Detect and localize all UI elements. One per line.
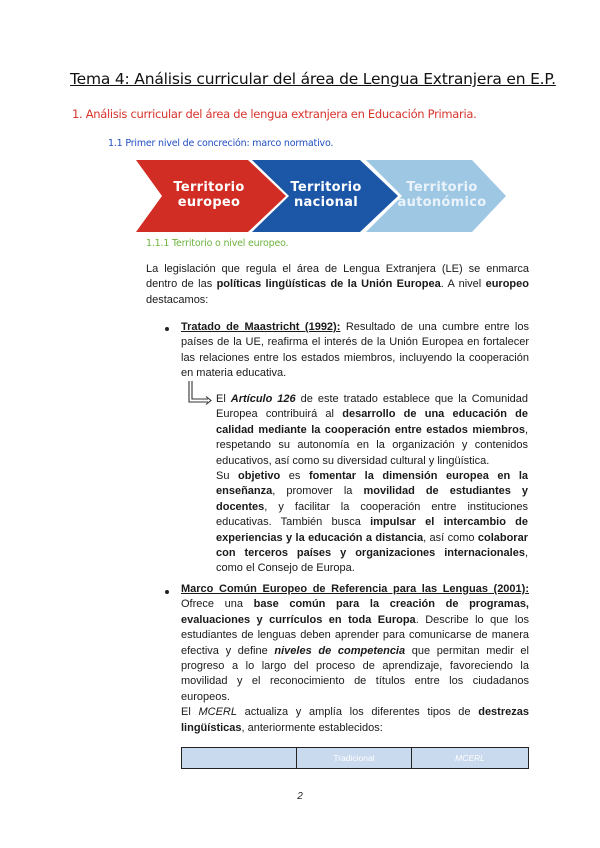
arrow-hook-icon: [186, 380, 214, 408]
article-126-paragraph: El Artículo 126 de este tratado establece que la Comunidad Europea contribuirá al desarrollo de una educación de calidad mediante la cooperación entre estados miembros, respetando su autonomía en la organización y contenidos educativos, así como su diversidad cultural y lingüística. Su objetivo es fomentar la dimensión europea en la enseñanza, promover la movilidad de estudiantes y docentes, y facilitar la cooperación entre instituciones educativas. También busca impulsar el intercambio de experiencias y la educación a distancia, así como colaborar con terceros países y organizaciones internacionales, como el Consejo de Europa.: [216, 393, 529, 575]
intro-paragraph: La legislación que regula el área de Lengua Extranjera (LE) se enmarca dentro de las políticas lingüísticas de la Unión Europea. A nivel europeo destacamos:: [146, 263, 529, 306]
section-heading: 1. Análisis curricular del área de lengua extranjera en Educación Primaria.: [72, 107, 477, 121]
bullet-point: [165, 327, 169, 331]
subsection-heading: 1.1 Primer nivel de concreción: marco normativo.: [108, 138, 334, 149]
maastricht-item: Tratado de Maastricht (1992): Resultado de una cumbre entre los países de la UE, reafirma el interés de la Unión Europea en fortalecer las relaciones entre los estados miembros, incluyendo la cooperación en materia educativa.: [181, 321, 529, 380]
mcerl-item: Marco Común Europeo de Referencia para las Lenguas (2001): Ofrece una base común para la creación de programas, evaluaciones y currículos en toda Europa. Describe lo que los estudiantes de lenguas deben aprender para comunicarse de manera efectiva y define niveles de competencia que permitan medir el progreso a lo largo del proceso de aprendizaje, favoreciendo la movilidad y el reconocimiento de títulos entre los ciudadanos europeos. El MCERL actualiza y amplía los diferentes tipos de destrezas lingüísticas, anteriormente establecidos:: [181, 583, 529, 734]
territory-arrows: [136, 160, 506, 237]
arrow-label-europeo: Territorio europeo: [173, 180, 245, 210]
document-title: Tema 4: Análisis curricular del área de Lengua Extranjera en E.P.: [70, 70, 556, 88]
skills-table-header: [181, 747, 529, 769]
page-number: 2: [297, 791, 303, 802]
bullet-point: [165, 590, 169, 594]
subsubsection-heading: 1.1.1 Territorio o nivel europeo.: [146, 238, 289, 249]
arrow-label-autonomico: Territorio autonómico: [397, 180, 487, 210]
arrow-label-nacional: Territorio nacional: [290, 180, 362, 210]
table-header-cell: Tradicional: [297, 748, 412, 768]
table-header-cell: [182, 748, 297, 768]
table-header-cell: MCERL: [455, 753, 485, 763]
